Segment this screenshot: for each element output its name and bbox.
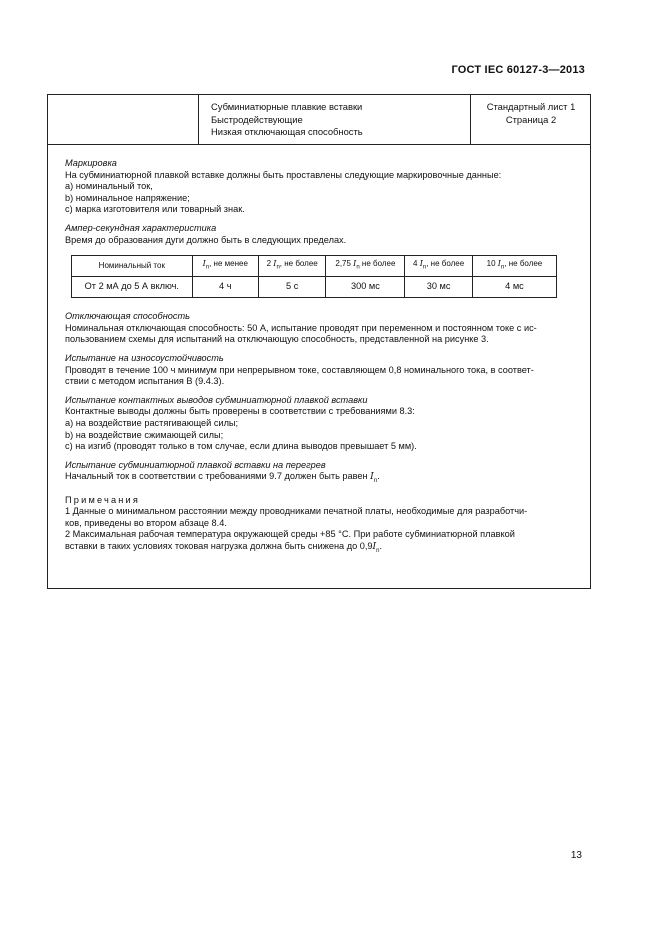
header-cell-4in-max: 4 $I_n$, не более (405, 256, 473, 277)
marking-intro: На субминиатюрной плавкой вставке должны быть проставлены следующие маркировочные данные: (65, 169, 502, 180)
title-block-empty-cell (48, 95, 199, 144)
title-block-sheet-info (472, 95, 590, 144)
note-line: 1 Данные о минимальном расстоянии между проводниками печатной платы, необходимые для разработчи- (65, 506, 528, 517)
table-cell: 4 мс (472, 277, 556, 298)
overload-text: Начальный ток в соответствии с требованиями 9.7 должен быть равен $I_n$. (65, 471, 380, 485)
terminals-item: a) на воздействие растягивающей силы; (65, 417, 239, 428)
sheet-label: Стандартный лист 1 (486, 101, 576, 112)
time-current-table (71, 255, 557, 298)
table-row (72, 277, 557, 298)
title-line: Низкая отключающая способность (211, 126, 363, 137)
terminals-intro: Контактные выводы должны быть проверены в соответствии с требованиями 8.3: (65, 406, 415, 417)
section-heading-breaking: Отключающая способность (65, 311, 190, 322)
table-cell: От 2 мА до 5 А включ. (72, 277, 193, 298)
amp-char-intro: Время до образования дуги должно быть в следующих пределах. (65, 234, 347, 245)
table-cell: 4 ч (192, 277, 258, 298)
title-line: Быстродействующие (211, 113, 303, 125)
section-heading-amp-char: Ампер-секундная характеристика (65, 222, 217, 233)
table-cell: 30 мс (405, 277, 473, 298)
note-line: 2 Максимальная рабочая температура окружающей среды +85 °С. При работе субминиатюрной плавкой (65, 529, 515, 540)
title-block-description (199, 95, 471, 144)
document-code: ГОСТ IEC 60127-3—2013 (451, 64, 585, 76)
section-heading-overload: Испытание субминиатюрной плавкой вставки на перегрев (65, 459, 326, 470)
standard-sheet-frame (47, 94, 591, 589)
note-line: вставки в таких условиях токовая нагрузка должна быть снижена до $0,9I_n$. (65, 541, 383, 554)
terminals-item: c) на изгиб (проводят только в том случае, если длина выводов превышает 5 мм). (65, 441, 417, 452)
header-cell-10in-max: 10 $I_n$, не более (472, 256, 556, 277)
table-header-row (72, 256, 557, 277)
section-heading-endurance: Испытание на износоустойчивость (65, 352, 224, 363)
note-line: ков, приведены во втором абзаце 8.4. (65, 517, 227, 528)
header-cell-275in-max: 2,75 $I_n$ не более (326, 256, 405, 277)
endurance-line: Проводят в течение 100 ч минимум при непрерывном токе, составляющем 0,8 номинального тока, в соответ- (65, 364, 534, 375)
endurance-line: ствии с методом испытания В (9.4.3). (65, 376, 225, 387)
header-cell-in-min: $I_n$, не менее (192, 256, 258, 277)
section-heading-terminals: Испытание контактных выводов субминиатюрной плавкой вставки (65, 394, 368, 405)
header-cell-2in-max: 2 $I_n$, не более (258, 256, 326, 277)
table-cell: 5 с (258, 277, 326, 298)
notes-title: Примечания (65, 494, 141, 505)
header-cell-rated-current: Номинальный ток (72, 256, 193, 277)
marking-item: c) марка изготовителя или товарный знак. (65, 204, 245, 215)
terminals-item: b) на воздействие сжимающей силы; (65, 429, 224, 440)
page-number: 13 (570, 850, 582, 861)
breaking-line: пользованием схемы для испытаний на отключающую способность, представленной на рисунке 3. (65, 334, 489, 345)
sheet-content (65, 158, 575, 558)
breaking-line: Номинальная отключающая способность: 50 А, испытание проводят при переменном и постоянном токе с ис- (65, 322, 537, 333)
table-cell: 300 мс (326, 277, 405, 298)
marking-item: a) номинальный ток, (65, 181, 153, 192)
section-heading-marking: Маркировка (65, 158, 117, 168)
title-line: Субминиатюрные плавкие вставки (211, 101, 363, 112)
page-label: Страница 2 (505, 113, 557, 125)
title-block (48, 95, 590, 145)
marking-item: b) номинальное напряжение; (65, 192, 190, 203)
